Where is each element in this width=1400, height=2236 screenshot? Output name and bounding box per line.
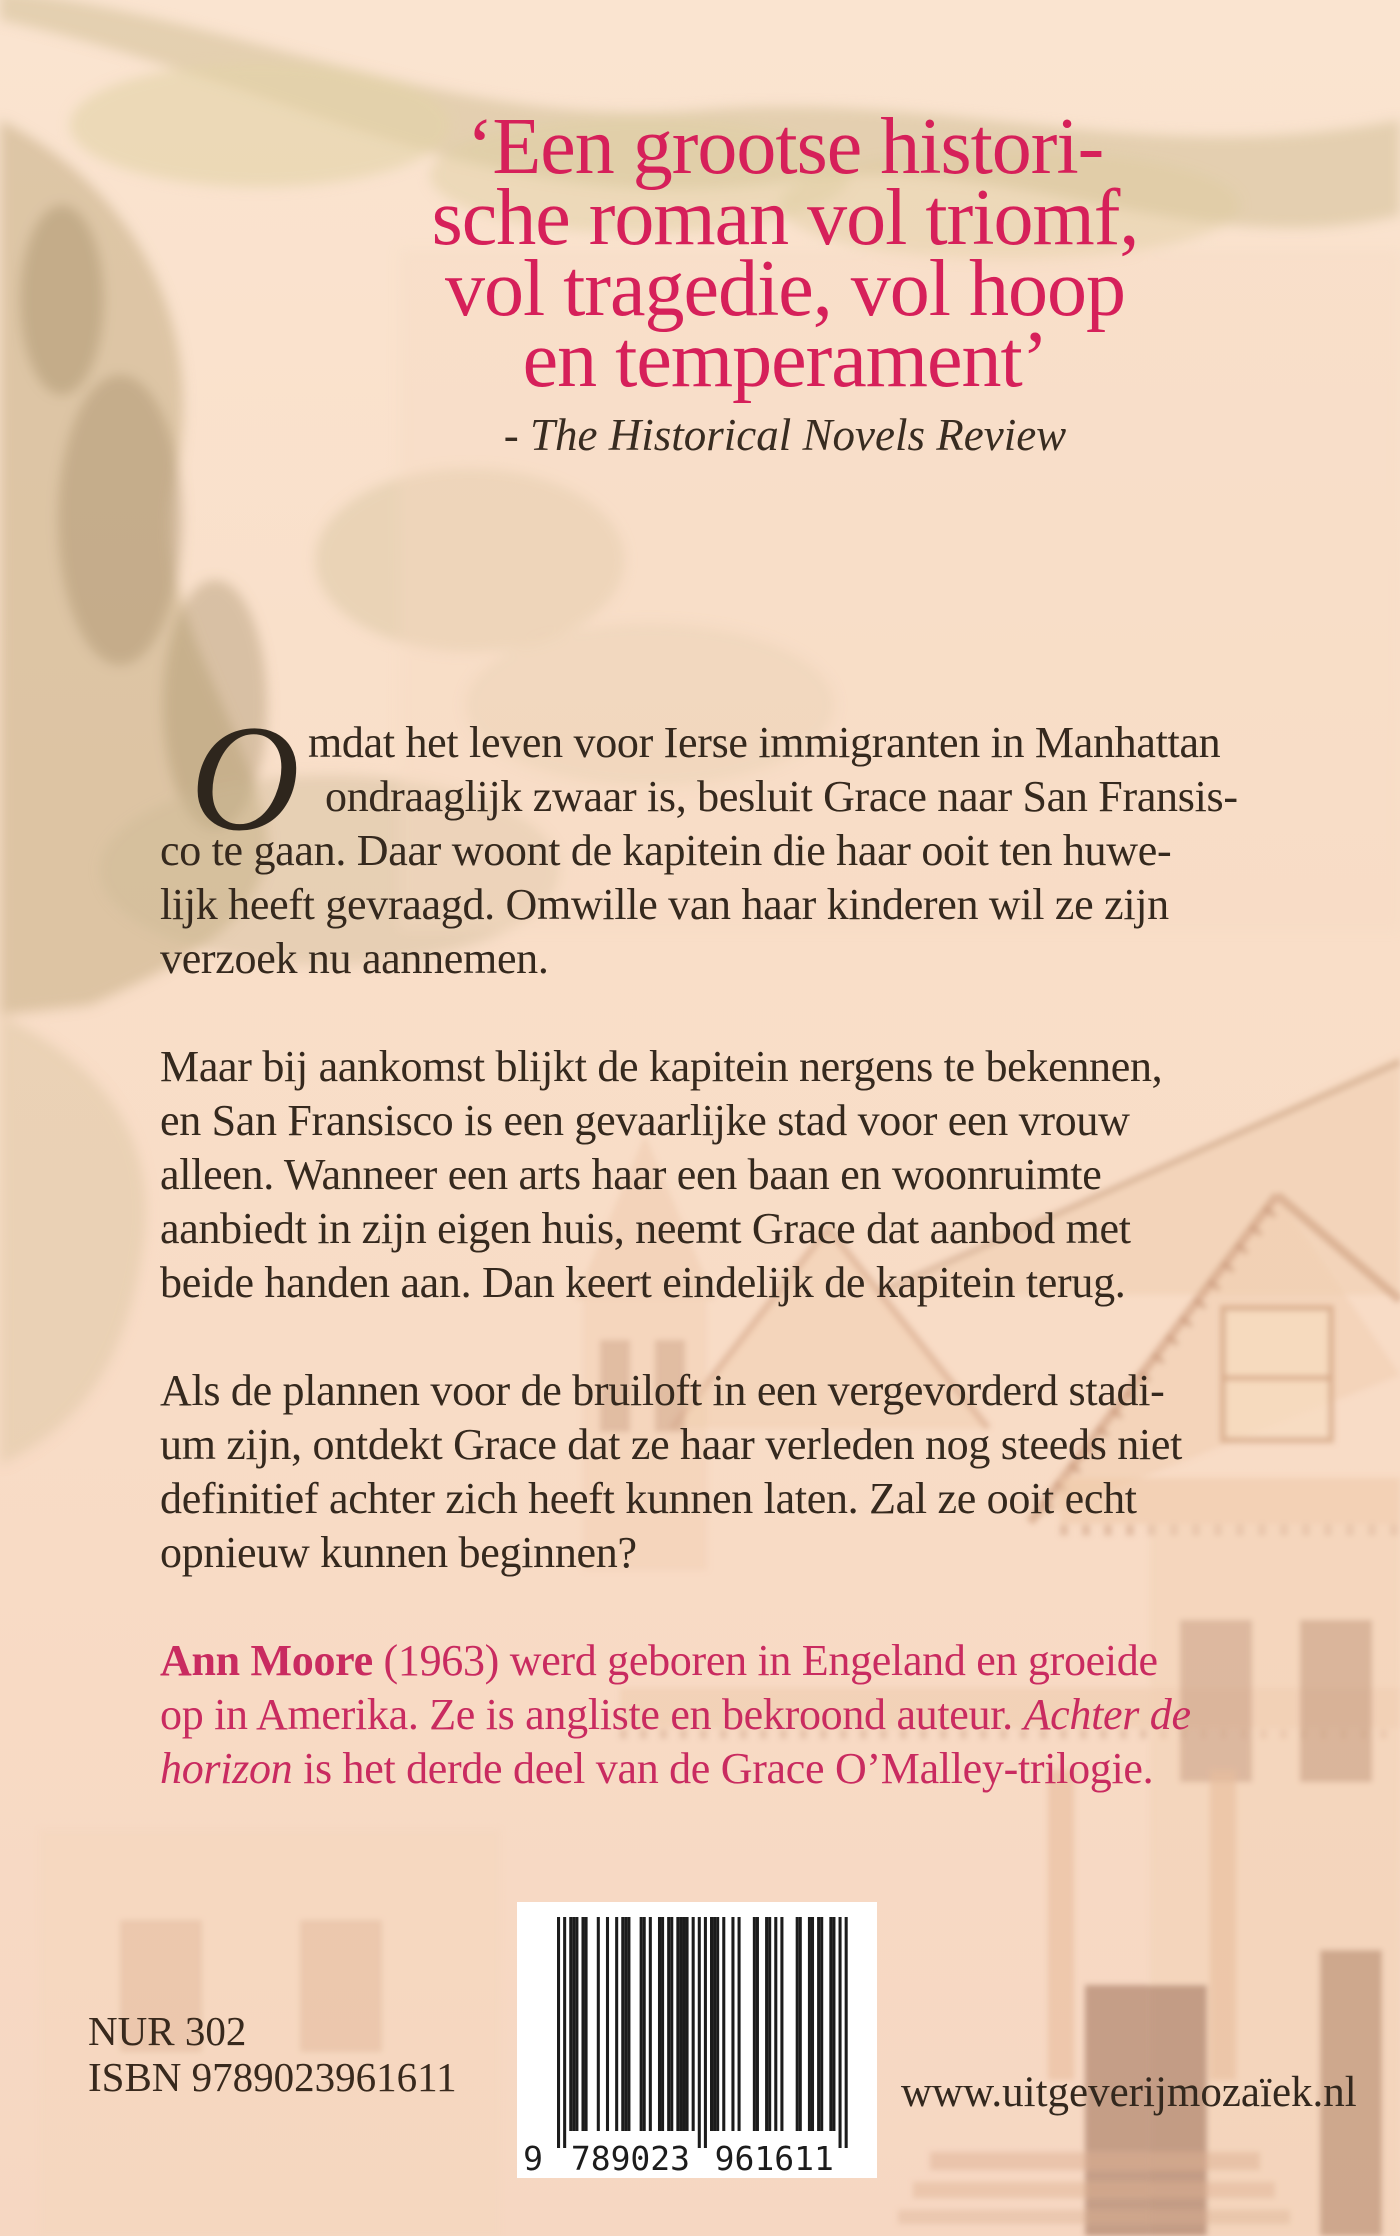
synopsis-paragraph-1 (160, 694, 1310, 986)
quote-line: sche roman vol triomf, (431, 174, 1139, 262)
author-bio-segment: is het derde deel van de Grace O’Malley-trilogie. (292, 1744, 1154, 1793)
publisher-website: www.uitgeverijmozaïek.nl (901, 2069, 1357, 2116)
synopsis-paragraph-2 (160, 1040, 1310, 1310)
text-line: lijk heeft gevraagd. Omwille van haar kinderen wil ze zijn (160, 880, 1169, 929)
nur-code: NUR 302 (88, 2008, 247, 2054)
author-bio-segment: horizon (160, 1744, 293, 1793)
synopsis (160, 694, 1310, 1850)
quote-line: ‘Een grootse histori- (466, 103, 1104, 191)
author-bio-segment: Ann Moore (160, 1636, 373, 1685)
text-line: verzoek nu aannemen. (160, 934, 549, 983)
isbn-number: ISBN 9789023961611 (88, 2054, 457, 2100)
text-line: co te gaan. Daar woont de kapitein die haar ooit ten huwe- (160, 826, 1172, 875)
author-bio-line (160, 1742, 1310, 1796)
text-line: en San Fransisco is een gevaarlijke stad voor een vrouw (160, 1096, 1130, 1145)
author-bio (160, 1634, 1310, 1796)
synopsis-paragraph-3 (160, 1364, 1310, 1580)
text-line: mdat het leven voor Ierse immigranten in Manhattan (308, 718, 1221, 767)
review-quote-lines (150, 103, 1400, 404)
barcode-digits: 9 (523, 2139, 543, 2178)
text-line: Als de plannen voor de bruiloft in een vergevorderd stadi- (160, 1366, 1165, 1415)
quote-line: en temperament’ (522, 316, 1048, 404)
barcode-digits: 961611 (714, 2139, 834, 2178)
author-bio-segment: (1963) werd geboren in Engeland en groeide (372, 1636, 1158, 1685)
barcode (517, 1902, 877, 2178)
barcode-digits: 789023 (570, 2139, 691, 2178)
drop-cap: O (190, 694, 300, 862)
text-line: beide handen aan. Dan keert eindelijk de kapitein terug. (160, 1258, 1126, 1307)
text-line: aanbiedt in zijn eigen huis, neemt Grace dat aanbod met (160, 1204, 1131, 1253)
barcode-graphic (517, 1902, 877, 2178)
author-bio-line (160, 1634, 1310, 1688)
text-line: ondraaglijk zwaar is, besluit Grace naar San Fransis- (325, 772, 1238, 821)
quote-line: vol tragedie, vol hoop (444, 245, 1126, 333)
quote-attribution: - The Historical Novels Review (503, 410, 1067, 460)
text-line: um zijn, ontdekt Grace dat ze haar verleden nog steeds niet (160, 1420, 1182, 1469)
author-bio-line (160, 1688, 1310, 1742)
text-line: definitief achter zich heeft kunnen laten. Zal ze ooit echt (160, 1474, 1137, 1523)
author-bio-segment: op in Amerika. Ze is angliste en bekroond auteur. (160, 1690, 1024, 1739)
text-line: alleen. Wanneer een arts haar een baan en woonruimte (160, 1150, 1102, 1199)
text-line: Maar bij aankomst blijkt de kapitein nergens te bekennen, (160, 1042, 1163, 1091)
text-line: opnieuw kunnen beginnen? (160, 1528, 637, 1577)
review-quote (150, 103, 1400, 460)
author-bio-segment: Achter de (1023, 1690, 1191, 1739)
